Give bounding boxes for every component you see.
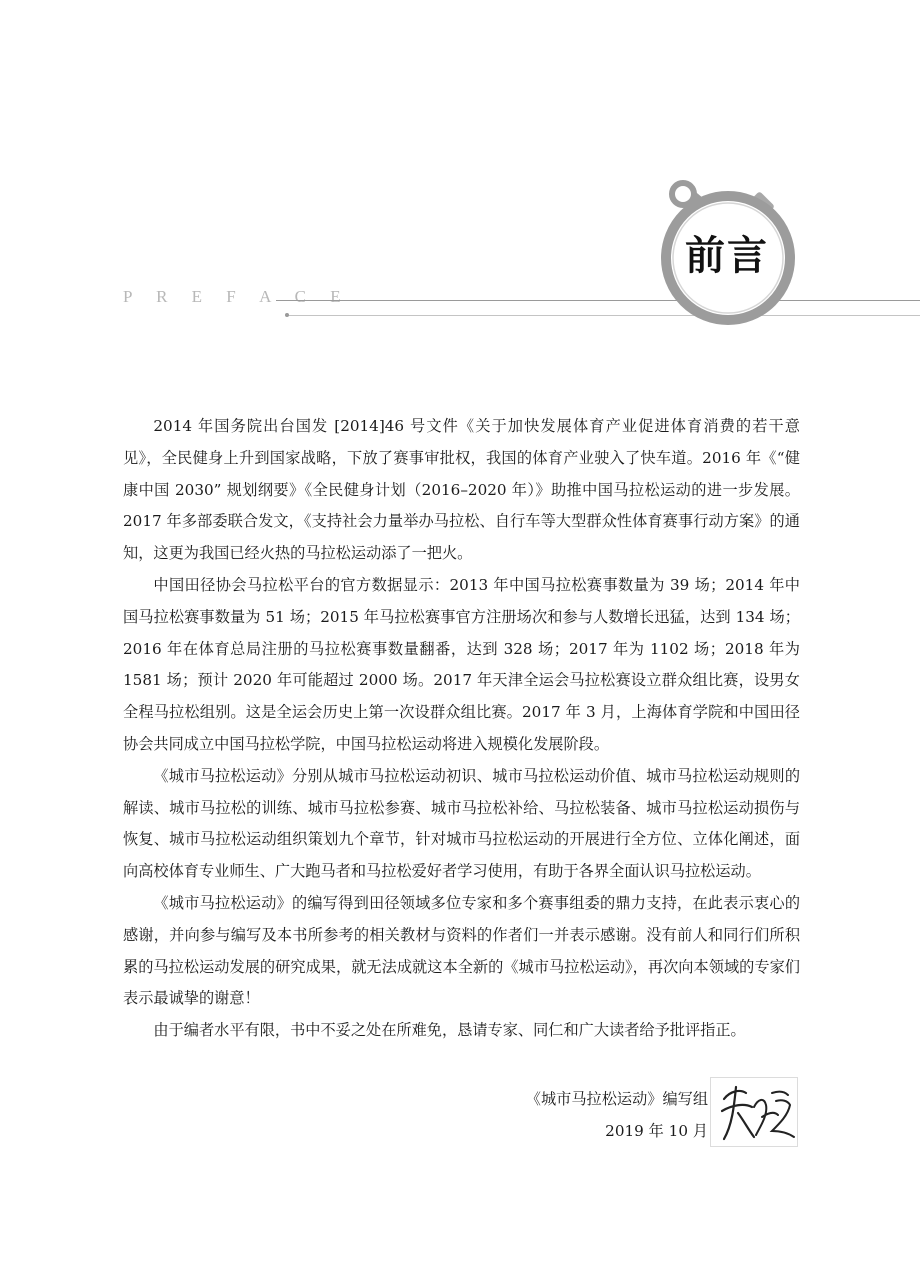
paragraph-2: 中国田径协会马拉松平台的官方数据显示：2013 年中国马拉松赛事数量为 39 场；2014 年中国马拉松赛事数量为 51 场；2015 年马拉松赛事官方注册场次和参与人数增长迅猛，达到 134 场；2016 年在体育总局注册的马拉松赛事数量翻番，达到 328 场；2017 年为 1102 场；2018 年为 1581 场；预计 2020 年可能超过 2000 场。2017 年天津全运会马拉松赛设立群众组比赛，设男女全程马拉松组别。这是全运会历史上第一次设群众组比赛。2017 年 3 月，上海体育学院和中国田径协会共同成立中国马拉松学院，中国马拉松运动将进入规模化发展阶段。 <box>123 575 800 753</box>
signoff-block <box>440 1084 708 1147</box>
page-title: 前言 <box>685 233 769 279</box>
paragraph-5: 由于编者水平有限，书中不妥之处在所难免，恳请专家、同仁和广大读者给予批评指正。 <box>153 1021 746 1040</box>
paragraph-1: 2014 年国务院出台国发 [2014]46 号文件《关于加快发展体育产业促进体育消费的若干意见》，全民健身上升到国家战略，下放了赛事审批权，我国的体育产业驶入了快车道。2016 年《“健康中国 2030” 规划纲要》《全民健身计划（2016–2020 年）》助推中国马拉松运动的进一步发展。2017 年多部委联合发文，《支持社会力量举办马拉松、自行车等大型群众性体育赛事行动方案》的通知，这更为我国已经火热的马拉松运动添了一把火。 <box>123 417 800 563</box>
preface-body <box>123 411 800 1047</box>
header-rule-top <box>276 300 920 301</box>
signoff-date: 2019 年 10 月 <box>605 1121 708 1140</box>
paragraph-3: 《城市马拉松运动》分别从城市马拉松运动初识、城市马拉松运动价值、城市马拉松运动规则的解读、城市马拉松的训练、城市马拉松参赛、城市马拉松补给、马拉松装备、城市马拉松运动损伤与恢复、城市马拉松运动组织策划九个章节，针对城市马拉松运动的开展进行全方位、立体化阐述，面向高校体育专业师生、广大跑马者和马拉松爱好者学习使用，有助于各界全面认识马拉松运动。 <box>123 766 800 881</box>
header-rule-dot <box>285 313 289 317</box>
preface-label: P R E F A C E <box>123 287 351 306</box>
header-rule-bottom <box>288 315 920 316</box>
paragraph-4: 《城市马拉松运动》的编写得到田径领域多位专家和多个赛事组委的鼎力支持，在此表示衷心的感谢，并向参与编写及本书所参考的相关教材与资料的作者们一并表示感谢。没有前人和同行们所积累的马拉松运动发展的研究成果，就无法成就这本全新的《城市马拉松运动》，再次向本领域的专家们表示最诚挚的谢意！ <box>123 893 800 1008</box>
handwritten-signature <box>710 1077 798 1147</box>
signoff-author: 《城市马拉松运动》编写组 <box>525 1090 708 1108</box>
